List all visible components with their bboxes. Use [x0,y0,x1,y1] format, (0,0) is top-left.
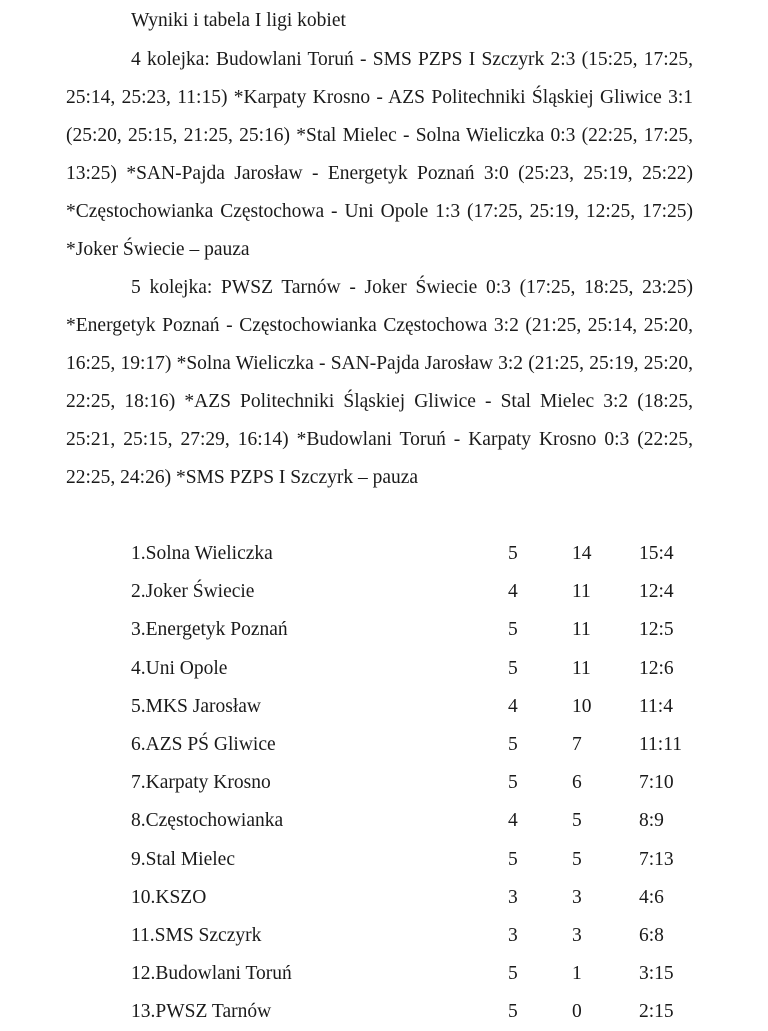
sets-ratio: 12:4 [639,581,674,603]
standings-row [131,688,731,726]
points: 5 [572,810,582,832]
points: 3 [572,886,582,908]
sets-ratio: 12:6 [639,657,674,679]
matches-played: 3 [508,924,518,946]
matches-played: 4 [508,810,518,832]
points: 7 [572,733,582,755]
team-name: 5.MKS Jarosław [131,695,261,717]
points: 10 [572,695,592,717]
points: 11 [572,619,591,641]
points: 11 [572,657,591,679]
standings-row [131,650,731,688]
points: 6 [572,772,582,794]
round-4-results: 4 kolejka: Budowlani Toruń - SMS PZPS I Szczyrk 2:3 (15:25, 17:25, 25:14, 25:23, 11:15) *Karpaty Krosno - AZS Politechniki Śląskiej Gliwice 3:1 (25:20, 25:15, 21:25, 25:16) *Stal Mielec - Solna Wieliczka 0:3 (22:25, 17:25, 13:25) *SAN-Pajda Jarosław - Energetyk Poznań 3:0 (25:23, 25:19, 25:22) *Częstochowianka Częstochowa - Uni Opole 1:3 (17:25, 25:19, 12:25, 17:25) *Joker Świecie – pauza [66,49,693,260]
standings-row [131,573,731,611]
sets-ratio: 15:4 [639,543,674,564]
points: 0 [572,1001,582,1023]
sets-ratio: 4:6 [639,886,664,908]
team-name: 13.PWSZ Tarnów [131,1001,272,1023]
standings-row [131,917,731,955]
standings-row [131,802,731,840]
round-5-results: 5 kolejka: PWSZ Tarnów - Joker Świecie 0:3 (17:25, 18:25, 23:25) *Energetyk Poznań - Częstochowianka Częstochowa 3:2 (21:25, 25:14, 25:20, 16:25, 19:17) *Solna Wieliczka - SAN-Pajda Jarosław 3:2 (21:25, 25:19, 25:20, 22:25, 18:16) *AZS Politechniki Śląskiej Gliwice - Stal Mielec 3:2 (18:25, 25:21, 25:15, 27:29, 16:14) *Budowlani Toruń - Karpaty Krosno 0:3 (22:25, 22:25, 24:26) *SMS PZPS I Szczyrk – pauza [66,277,693,488]
team-name: 10.KSZO [131,886,207,908]
points: 11 [572,581,591,603]
team-name: 3.Energetyk Poznań [131,619,288,641]
sets-ratio: 7:10 [639,772,674,794]
sets-ratio: 8:9 [639,810,664,832]
standings-row [131,764,731,802]
matches-played: 4 [508,581,518,603]
team-name: 11.SMS Szczyrk [131,924,262,946]
matches-played: 3 [508,886,518,908]
team-name: 1.Solna Wieliczka [131,543,273,564]
standings-row [131,955,731,993]
team-name: 4.Uni Opole [131,657,228,679]
matches-played: 5 [508,543,518,564]
matches-played: 5 [508,848,518,870]
standings-row [131,841,731,879]
team-name: 8.Częstochowianka [131,810,284,832]
matches-played: 5 [508,733,518,755]
standings-row [131,535,731,573]
points: 1 [572,963,582,985]
team-name: 6.AZS PŚ Gliwice [131,733,276,755]
points: 5 [572,848,582,870]
standings-row [131,879,731,917]
standings-row [131,726,731,764]
points: 14 [572,543,592,564]
matches-played: 5 [508,963,518,985]
document-title: Wyniki i tabela I ligi kobiet [131,10,346,31]
matches-played: 5 [508,657,518,679]
standings-row [131,611,731,649]
matches-played: 4 [508,695,518,717]
team-name: 9.Stal Mielec [131,848,235,870]
sets-ratio: 3:15 [639,963,674,985]
sets-ratio: 12:5 [639,619,674,641]
sets-ratio: 7:13 [639,848,674,870]
sets-ratio: 6:8 [639,924,664,946]
team-name: 12.Budowlani Toruń [131,963,292,985]
team-name: 2.Joker Świecie [131,581,255,603]
standings-table [131,535,731,1031]
matches-played: 5 [508,772,518,794]
standings-row [131,993,731,1031]
matches-played: 5 [508,1001,518,1023]
team-name: 7.Karpaty Krosno [131,772,271,794]
matches-played: 5 [508,619,518,641]
sets-ratio: 11:11 [639,733,682,755]
sets-ratio: 11:4 [639,695,673,717]
points: 3 [572,924,582,946]
sets-ratio: 2:15 [639,1001,674,1023]
